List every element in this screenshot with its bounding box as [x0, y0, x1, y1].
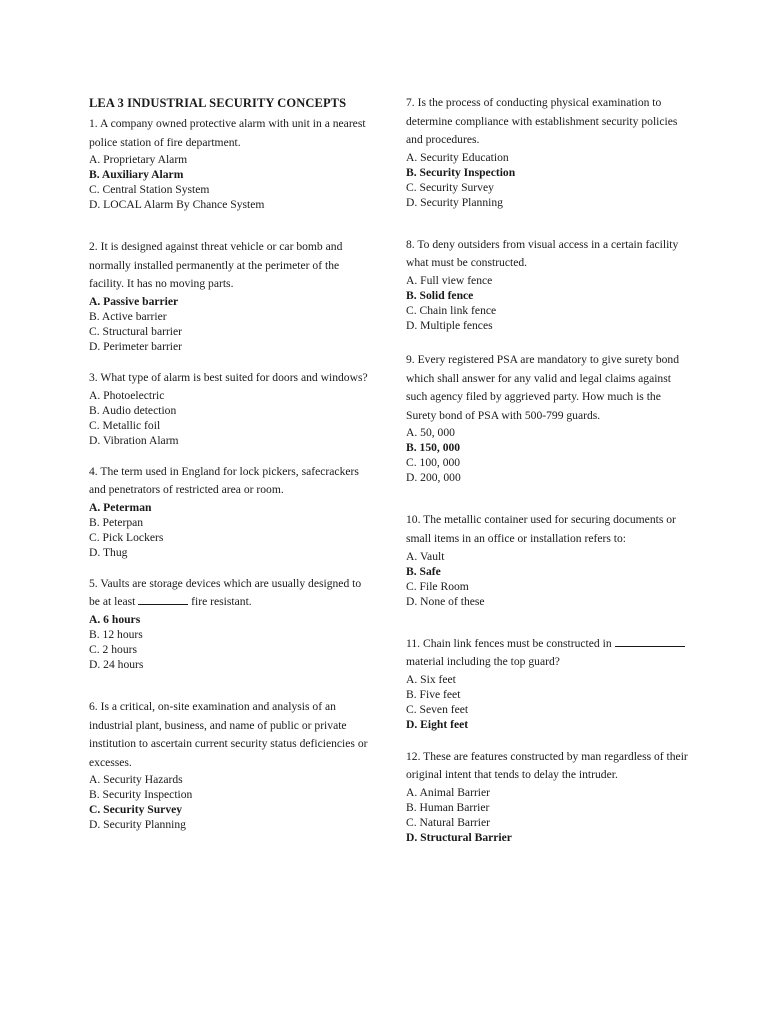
option: D. Security Planning	[406, 195, 503, 209]
question-3	[89, 369, 374, 448]
right-column	[406, 94, 691, 845]
question-8	[406, 236, 691, 333]
question-stem: 8. To deny outsiders from visual access in a certain facility what must be constructed.	[406, 237, 679, 270]
question-stem: 7. Is the process of conducting physical examination to determine compliance with establishment security policies and procedures.	[406, 96, 678, 147]
option: D. Security Planning	[89, 818, 186, 832]
correct-option: A. Passive barrier	[89, 294, 179, 308]
correct-option: B. 150, 000	[406, 441, 461, 455]
answer-blank	[615, 635, 685, 647]
question-stem: 12. These are features constructed by man regardless of their original intent that tends to delay the intruder.	[406, 749, 688, 782]
question-stem: 1. A company owned protective alarm with unit in a nearest police station of fire department.	[89, 117, 366, 149]
question-stem-end: fire resistant.	[188, 595, 252, 609]
question-stem: 4. The term used in England for lock pickers, safecrackers and penetrators of restricted area or room.	[89, 464, 359, 497]
option: C. Natural Barrier	[406, 815, 491, 829]
left-column	[89, 94, 374, 832]
answer-blank	[138, 593, 188, 605]
option: B. Security Inspection	[89, 788, 193, 802]
correct-option: C. Security Survey	[89, 803, 183, 817]
option: B. Active barrier	[89, 309, 167, 323]
option: D. None of these	[406, 594, 485, 608]
option: A. Proprietary Alarm	[89, 153, 188, 167]
option: C. Central Station System	[89, 183, 210, 197]
option: D. Perimeter barrier	[89, 339, 183, 353]
option: C. Chain link fence	[406, 303, 497, 317]
question-stem: 2. It is designed against threat vehicle or car bomb and normally installed permanently at the perimeter of the facility. It has no moving parts.	[89, 240, 343, 291]
option: C. Metallic foil	[89, 418, 161, 432]
option: D. Vibration Alarm	[89, 433, 179, 447]
question-stem-start: 5. Vaults are storage devices which are usually designed to be at least	[89, 576, 362, 609]
option: D. LOCAL Alarm By Chance System	[89, 198, 265, 212]
option: B. 12 hours	[89, 627, 143, 641]
option: B. Human Barrier	[406, 800, 490, 814]
correct-option: D. Eight feet	[406, 717, 469, 731]
option: A. 50, 000	[406, 426, 455, 440]
question-stem: 6. Is a critical, on-site examination and analysis of an industrial plant, business, and name of public or private institution to ascertain current security status deficiencies or excesses.	[89, 699, 368, 769]
option: A. Six feet	[406, 672, 456, 686]
option: A. Photoelectric	[89, 388, 165, 402]
correct-option: B. Security Inspection	[406, 165, 516, 179]
option: B. Audio detection	[89, 403, 177, 417]
option: B. Five feet	[406, 687, 461, 701]
option: D. Thug	[89, 545, 128, 559]
option: C. 100, 000	[406, 456, 461, 470]
correct-option: B. Auxiliary Alarm	[89, 168, 184, 182]
option: C. Security Survey	[406, 180, 494, 194]
question-6	[89, 698, 374, 832]
option: D. 24 hours	[89, 657, 144, 671]
question-12	[406, 748, 691, 845]
option: D. 200, 000	[406, 471, 461, 485]
question-1	[89, 115, 374, 212]
question-stem: 9. Every registered PSA are mandatory to give surety bond which shall answer for any valid and legal claims against such agency filed by aggrieved party. How much is the Surety bond of PSA with 500-799 guards.	[406, 352, 680, 422]
option: C. Structural barrier	[89, 324, 183, 338]
option: C. Pick Lockers	[89, 530, 164, 544]
option: C. File Room	[406, 579, 469, 593]
question-4	[89, 463, 374, 560]
option: A. Full view fence	[406, 273, 493, 287]
option: A. Vault	[406, 549, 445, 563]
option: C. Seven feet	[406, 702, 469, 716]
question-stem-end: material including the top guard?	[406, 655, 560, 669]
question-stem-start: 11. Chain link fences must be constructed in	[406, 636, 615, 650]
correct-option: B. Solid fence	[406, 288, 474, 302]
question-stem	[406, 635, 691, 672]
option: B. Peterpan	[89, 515, 144, 529]
correct-option: B. Safe	[406, 564, 441, 578]
question-5	[89, 575, 374, 672]
option: A. Animal Barrier	[406, 785, 491, 799]
correct-option: A. 6 hours	[89, 612, 141, 626]
document-title: LEA 3 INDUSTRIAL SECURITY CONCEPTS	[89, 96, 347, 110]
option: A. Security Hazards	[89, 773, 183, 787]
option: D. Multiple fences	[406, 318, 493, 332]
question-stem: 10. The metallic container used for securing documents or small items in an office or installation refers to:	[406, 513, 676, 545]
question-stem: 3. What type of alarm is best suited for doors and windows?	[89, 370, 368, 384]
question-10	[406, 511, 691, 608]
option: A. Security Education	[406, 150, 509, 164]
option: C. 2 hours	[89, 642, 137, 656]
question-7	[406, 94, 691, 210]
correct-option: D. Structural Barrier	[406, 830, 512, 844]
question-9	[406, 351, 691, 485]
question-2	[89, 238, 374, 354]
question-11	[406, 635, 691, 732]
correct-option: A. Peterman	[89, 500, 152, 514]
question-stem	[89, 575, 374, 612]
